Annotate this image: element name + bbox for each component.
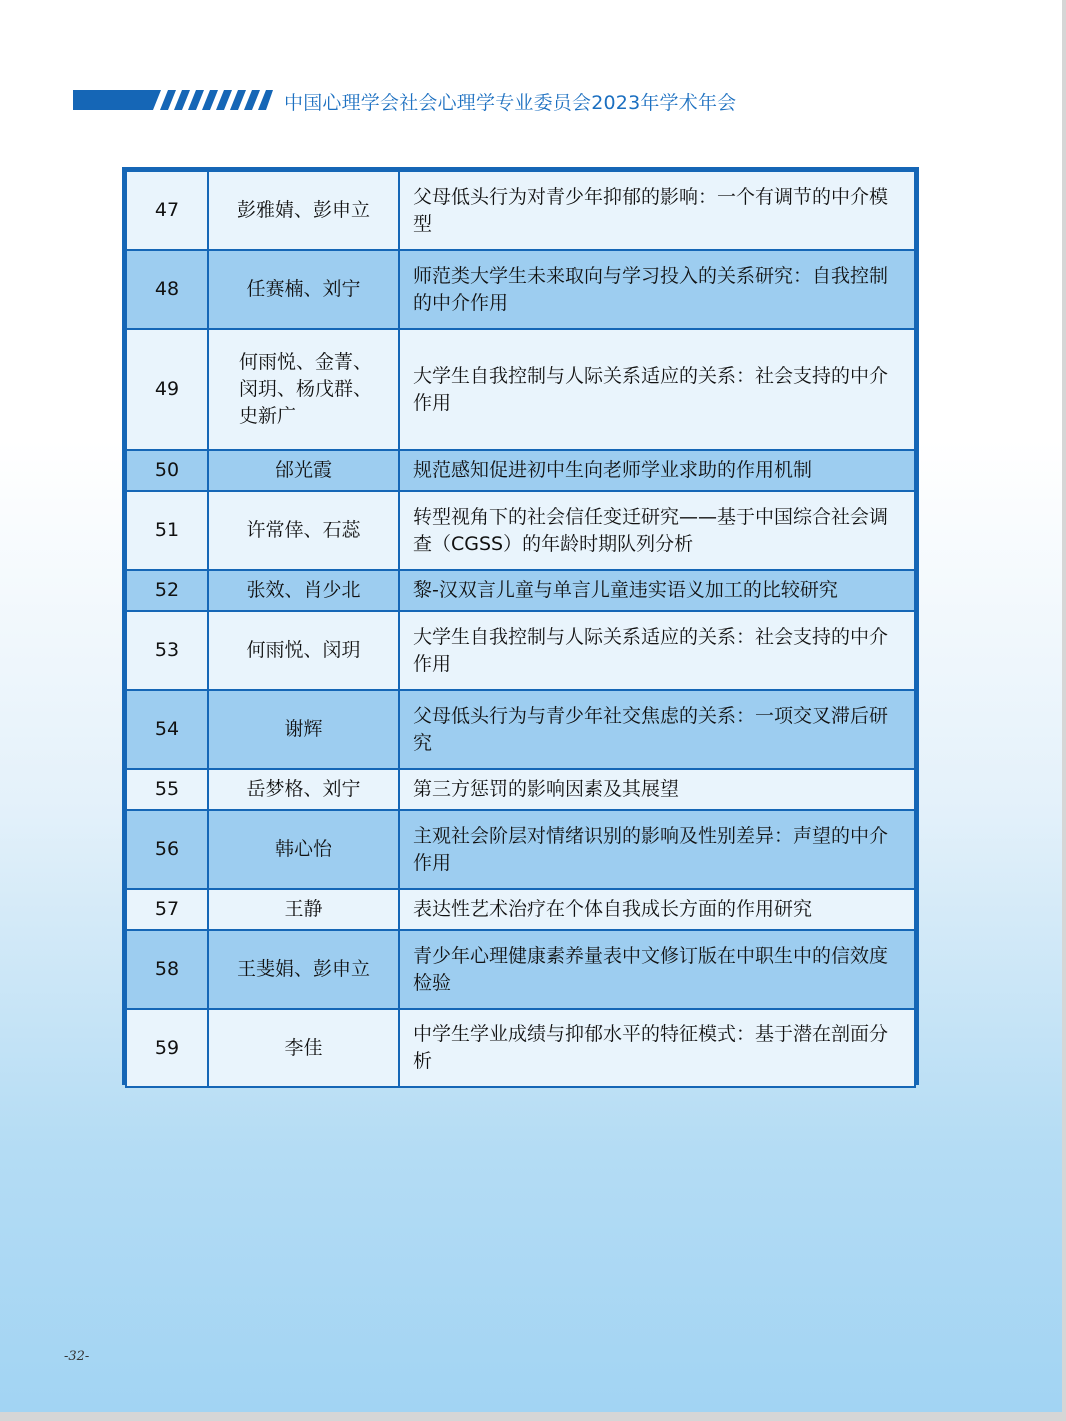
papers-table — [122, 167, 919, 1085]
row-number: 55 — [126, 769, 208, 810]
row-authors: 李佳 — [284, 1036, 323, 1059]
table-row — [126, 250, 915, 329]
row-number: 48 — [126, 250, 208, 329]
page-number: -32- — [64, 1349, 90, 1364]
row-authors: 何雨悦、闵玥 — [246, 639, 361, 661]
row-title: 表达性艺术治疗在个体自我成长方面的作用研究 — [399, 889, 915, 930]
row-number: 51 — [126, 491, 208, 570]
table-row — [126, 769, 915, 810]
table-row — [126, 491, 915, 570]
row-title: 中学生学业成绩与抑郁水平的特征模式：基于潜在剖面分析 — [399, 1009, 915, 1087]
table-row — [126, 889, 915, 930]
row-number: 47 — [126, 171, 208, 250]
row-title: 主观社会阶层对情绪识别的影响及性别差异：声望的中介作用 — [399, 810, 915, 889]
row-title: 父母低头行为与青少年社交焦虑的关系：一项交叉滞后研究 — [399, 690, 915, 769]
row-number: 49 — [126, 329, 208, 450]
row-title: 第三方惩罚的影响因素及其展望 — [399, 769, 915, 810]
row-number: 57 — [126, 889, 208, 930]
table-row — [126, 570, 915, 611]
row-number: 53 — [126, 611, 208, 690]
row-authors: 许常倖、石蕊 — [246, 519, 361, 541]
row-authors: 谢辉 — [284, 718, 323, 740]
row-title: 转型视角下的社会信任变迁研究——基于中国综合社会调查（CGSS）的年龄时期队列分析 — [399, 491, 915, 570]
table-row — [126, 1009, 915, 1087]
table-row — [126, 690, 915, 769]
table-row — [126, 329, 915, 450]
row-authors: 韩心怡 — [274, 838, 332, 860]
table-row — [126, 810, 915, 889]
row-title: 师范类大学生未来取向与学习投入的关系研究：自我控制的中介作用 — [399, 250, 915, 329]
row-authors: 彭雅婧、彭申立 — [236, 199, 370, 221]
table-row — [126, 611, 915, 690]
row-authors: 邰光霞 — [274, 459, 332, 481]
row-title: 黎-汉双言儿童与单言儿童违实语义加工的比较研究 — [399, 570, 915, 611]
table-row — [126, 171, 915, 250]
row-authors: 岳梦格、刘宁 — [246, 778, 361, 800]
row-title: 大学生自我控制与人际关系适应的关系：社会支持的中介作用 — [399, 611, 915, 690]
table-row — [126, 930, 915, 1009]
row-authors: 王静 — [284, 898, 323, 920]
row-authors: 任赛楠、刘宁 — [246, 278, 361, 300]
row-authors: 张效、肖少北 — [246, 579, 361, 601]
header-title: 中国心理学会社会心理学专业委员会2023年学术年会 — [284, 92, 737, 114]
row-title: 父母低头行为对青少年抑郁的影响：一个有调节的中介模型 — [399, 171, 915, 250]
row-authors: 何雨悦、金菁、闵玥、杨戊群、史新广 — [239, 351, 373, 427]
row-number: 59 — [126, 1009, 208, 1087]
row-number: 50 — [126, 450, 208, 491]
row-number: 52 — [126, 570, 208, 611]
row-title: 大学生自我控制与人际关系适应的关系：社会支持的中介作用 — [399, 329, 915, 450]
row-number: 58 — [126, 930, 208, 1009]
row-title: 规范感知促进初中生向老师学业求助的作用机制 — [399, 450, 915, 491]
row-number: 56 — [126, 810, 208, 889]
row-authors: 王斐娟、彭申立 — [236, 958, 370, 980]
header-stripe-decoration — [73, 90, 273, 110]
table-row — [126, 450, 915, 491]
row-number: 54 — [126, 690, 208, 769]
row-title: 青少年心理健康素养量表中文修订版在中职生中的信效度检验 — [399, 930, 915, 1009]
